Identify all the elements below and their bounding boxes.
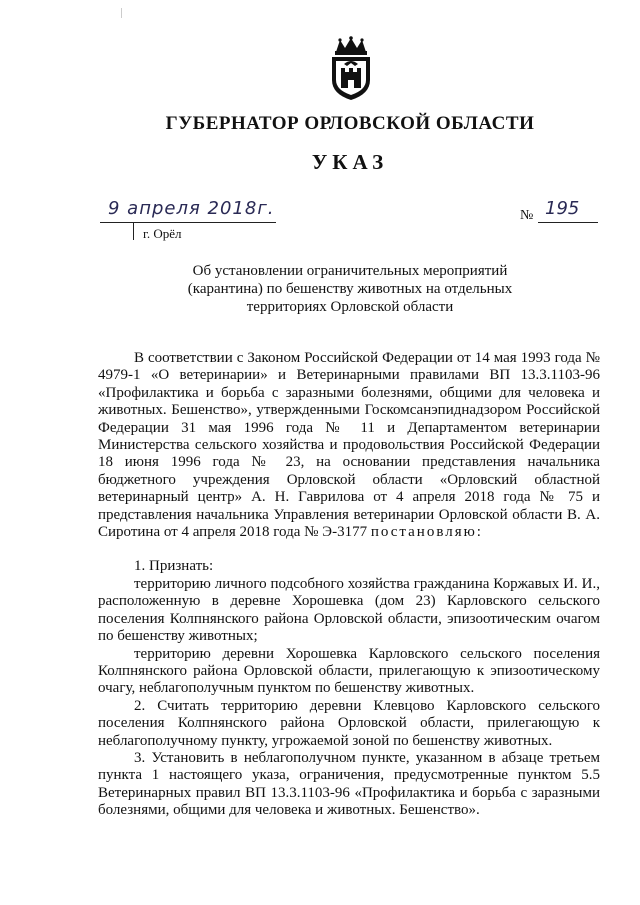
decree-body bbox=[98, 350, 600, 820]
item-1b-paragraph: территорию деревни Хорошевка Карловского сельского поселения Колпнянского района Орловской области, прилегающую к эпизоотическому очагу, неблагополучным пунктом по бешенству животных. bbox=[98, 645, 600, 697]
date-underline bbox=[100, 222, 276, 223]
item-1a-paragraph: территорию личного подсобного хозяйства гражданина Коржавых И. И., расположенную в деревне Хорошевка (дом 23) Карловского сельского поселения Колпнянского района Орловской области, эпизоотическим очагом по бешенству животных; bbox=[98, 575, 600, 645]
organization-title: ГУБЕРНАТОР ОРЛОВСКОЙ ОБЛАСТИ bbox=[165, 113, 535, 134]
number-handwritten: 195 bbox=[545, 198, 580, 219]
coat-of-arms-icon bbox=[326, 36, 376, 102]
item-3-paragraph: 3. Установить в неблагополучном пункте, указанном в абзаце третьем пункта 1 настоящего указа, ограничения, предусмотренные пунктом 5.5 Ветеринарных правил ВП 13.3.1103-96 «Профилактика и борьба с заразными болезнями, общими для человека и животных. Бешенство». bbox=[98, 749, 600, 819]
city-label: г. Орёл bbox=[143, 226, 182, 241]
item-1-title: 1. Признать: bbox=[134, 558, 214, 575]
scan-mark bbox=[121, 8, 122, 18]
document-type-title: УКАЗ bbox=[311, 150, 389, 174]
item-2-paragraph: 2. Считать территорию деревни Клевцово Карловского сельского поселения Колпнянского района Орловской области, прилегающую к неблагополучному пункту, угрожаемой зоной по бешенству животных. bbox=[98, 697, 600, 749]
subject-line: территориях Орловской области bbox=[246, 299, 454, 315]
subject-line: Об установлении ограничительных мероприятий bbox=[192, 263, 508, 279]
subject-line: (карантина) по бешенству животных на отдельных bbox=[187, 281, 513, 297]
number-label: № bbox=[520, 208, 534, 223]
preamble-text: В соответствии с Законом Российской Федерации от 14 мая 1993 года № 4979-1 «О ветеринарии» и Ветеринарными правилами ВП 13.3.1103-96 «Профилактика и борьба с заразными болезнями, общими для человека и животных. Бешенство», утвержденными Госкомсанэпиднадзором Российской Федерации 31 мая 1996 года № 11 и Департаментом ветеринарии Министерства сельского хозяйства и продовольствия Российской Федерации 18 июня 1996 года № 23, на основании представления начальника бюджетного учреждения Орловской области «Орловский областной ветеринарный центр» А. Н. Гаврилова от 4 апреля 2018 года № 75 и представления начальника Управления ветеринарии Орловской области В. А. Сиротина от 4 апреля 2018 года № Э-3177 bbox=[98, 350, 600, 541]
date-corner-mark bbox=[133, 222, 142, 240]
date-handwritten: 9 апреля 2018г. bbox=[108, 198, 275, 219]
decree-subject bbox=[150, 262, 550, 316]
decree-word: постановляю: bbox=[370, 524, 483, 541]
number-underline bbox=[538, 222, 598, 223]
preamble-paragraph bbox=[98, 350, 600, 541]
